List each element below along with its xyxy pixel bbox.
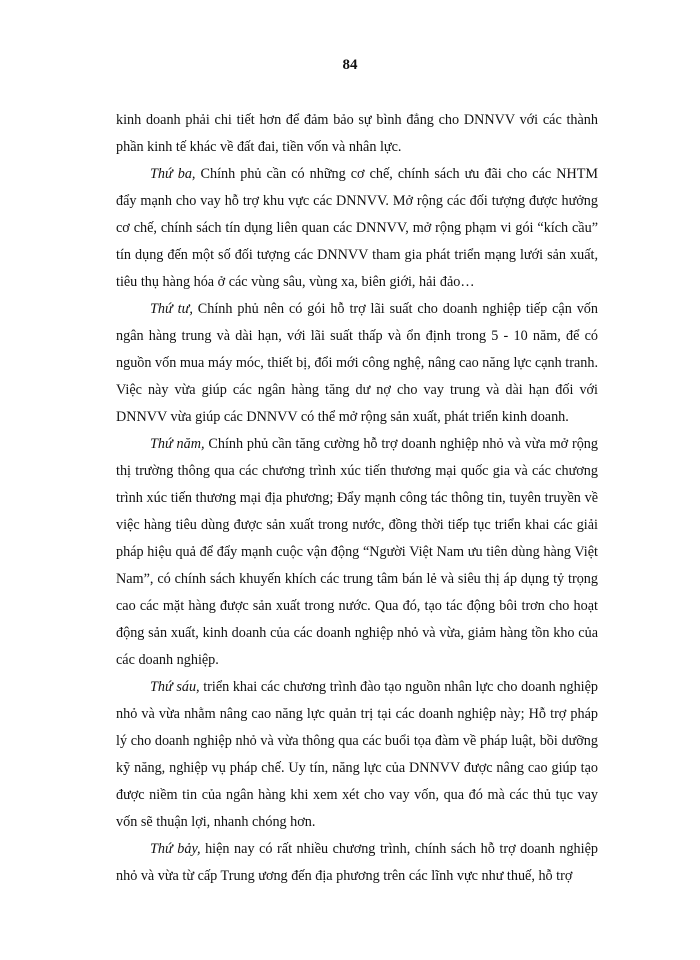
paragraph-thu-nam xyxy=(116,431,598,674)
paragraph-lead: Thứ tư, xyxy=(150,301,193,317)
paragraph-text: kinh doanh phải chi tiết hơn để đảm bảo sự bình đẳng cho DNNVV với các thành phần kinh tế khác về đất đai, tiền vốn và nhân lực. xyxy=(116,112,598,155)
paragraph-lead: Thứ sáu, xyxy=(150,679,200,695)
page-number: 84 xyxy=(342,57,358,73)
paragraph-text: Chính phủ cần tăng cường hỗ trợ doanh nghiệp nhỏ và vừa mở rộng thị trường thông qua các chương trình xúc tiến thương mại quốc gia và các chương trình xúc tiến thương mại địa phương; Đẩy mạnh công tác thông tin, tuyên truyền về việc hàng tiêu dùng được sản xuất trong nước, đồng thời tiếp tục triển khai các giải pháp hiệu quả để đẩy mạnh cuộc vận động “Người Việt Nam ưu tiên dùng hàng Việt Nam”, có chính sách khuyến khích các trung tâm bán lẻ và siêu thị áp dụng tỷ trọng cao các mặt hàng được sản xuất trong nước. Qua đó, tạo tác động bôi trơn cho hoạt động sản xuất, kinh doanh của các doanh nghiệp nhỏ và vừa, giảm hàng tồn kho của các doanh nghiệp. xyxy=(116,436,598,668)
body-text xyxy=(116,107,598,890)
paragraph-thu-sau xyxy=(116,674,598,836)
paragraph-intro-continuation xyxy=(116,107,598,161)
paragraph-thu-ba xyxy=(116,161,598,296)
paragraph-text: Chính phủ nên có gói hỗ trợ lãi suất cho doanh nghiệp tiếp cận vốn ngân hàng trung và dài hạn, với lãi suất thấp và ổn định trong 5 - 10 năm, để có nguồn vốn mua máy móc, thiết bị, đổi mới công nghệ, nâng cao năng lực cạnh tranh. Việc này vừa giúp các ngân hàng tăng dư nợ cho vay trung và dài hạn đối với DNNVV vừa giúp các DNNVV có thể mở rộng sản xuất, phát triển kinh doanh. xyxy=(116,301,598,425)
paragraph-thu-bay xyxy=(116,836,598,890)
paragraph-text: Chính phủ cần có những cơ chế, chính sách ưu đãi cho các NHTM đẩy mạnh cho vay hỗ trợ khu vực các DNNVV. Mở rộng các đối tượng được hưởng cơ chế, chính sách tín dụng liên quan các DNNVV, mở rộng phạm vi gói “kích cầu” tín dụng đến một số đối tượng các DNNVV tham gia phát triển mạng lưới sản xuất, tiêu thụ hàng hóa ở các vùng sâu, vùng xa, biên giới, hải đảo… xyxy=(116,166,598,290)
paragraph-text: triển khai các chương trình đào tạo nguồn nhân lực cho doanh nghiệp nhỏ và vừa nhằm nâng cao năng lực quản trị tại các doanh nghiệp này; Hỗ trợ pháp lý cho doanh nghiệp nhỏ và vừa thông qua các buổi tọa đàm về pháp luật, bồi dưỡng kỹ năng, nghiệp vụ pháp chế. Uy tín, năng lực của DNNVV được nâng cao giúp tạo được niềm tin của ngân hàng khi xem xét cho vay vốn, qua đó mà các thủ tục vay vốn sẽ thuận lợi, nhanh chóng hơn. xyxy=(116,679,598,830)
paragraph-lead: Thứ ba, xyxy=(150,166,196,182)
paragraph-lead: Thứ bảy, xyxy=(150,841,201,857)
paragraph-lead: Thứ năm, xyxy=(150,436,205,452)
paragraph-text: hiện nay có rất nhiều chương trình, chính sách hỗ trợ doanh nghiệp nhỏ và vừa từ cấp Trung ương đến địa phương trên các lĩnh vực như thuế, hỗ trợ xyxy=(116,841,598,884)
paragraph-thu-tu xyxy=(116,296,598,431)
